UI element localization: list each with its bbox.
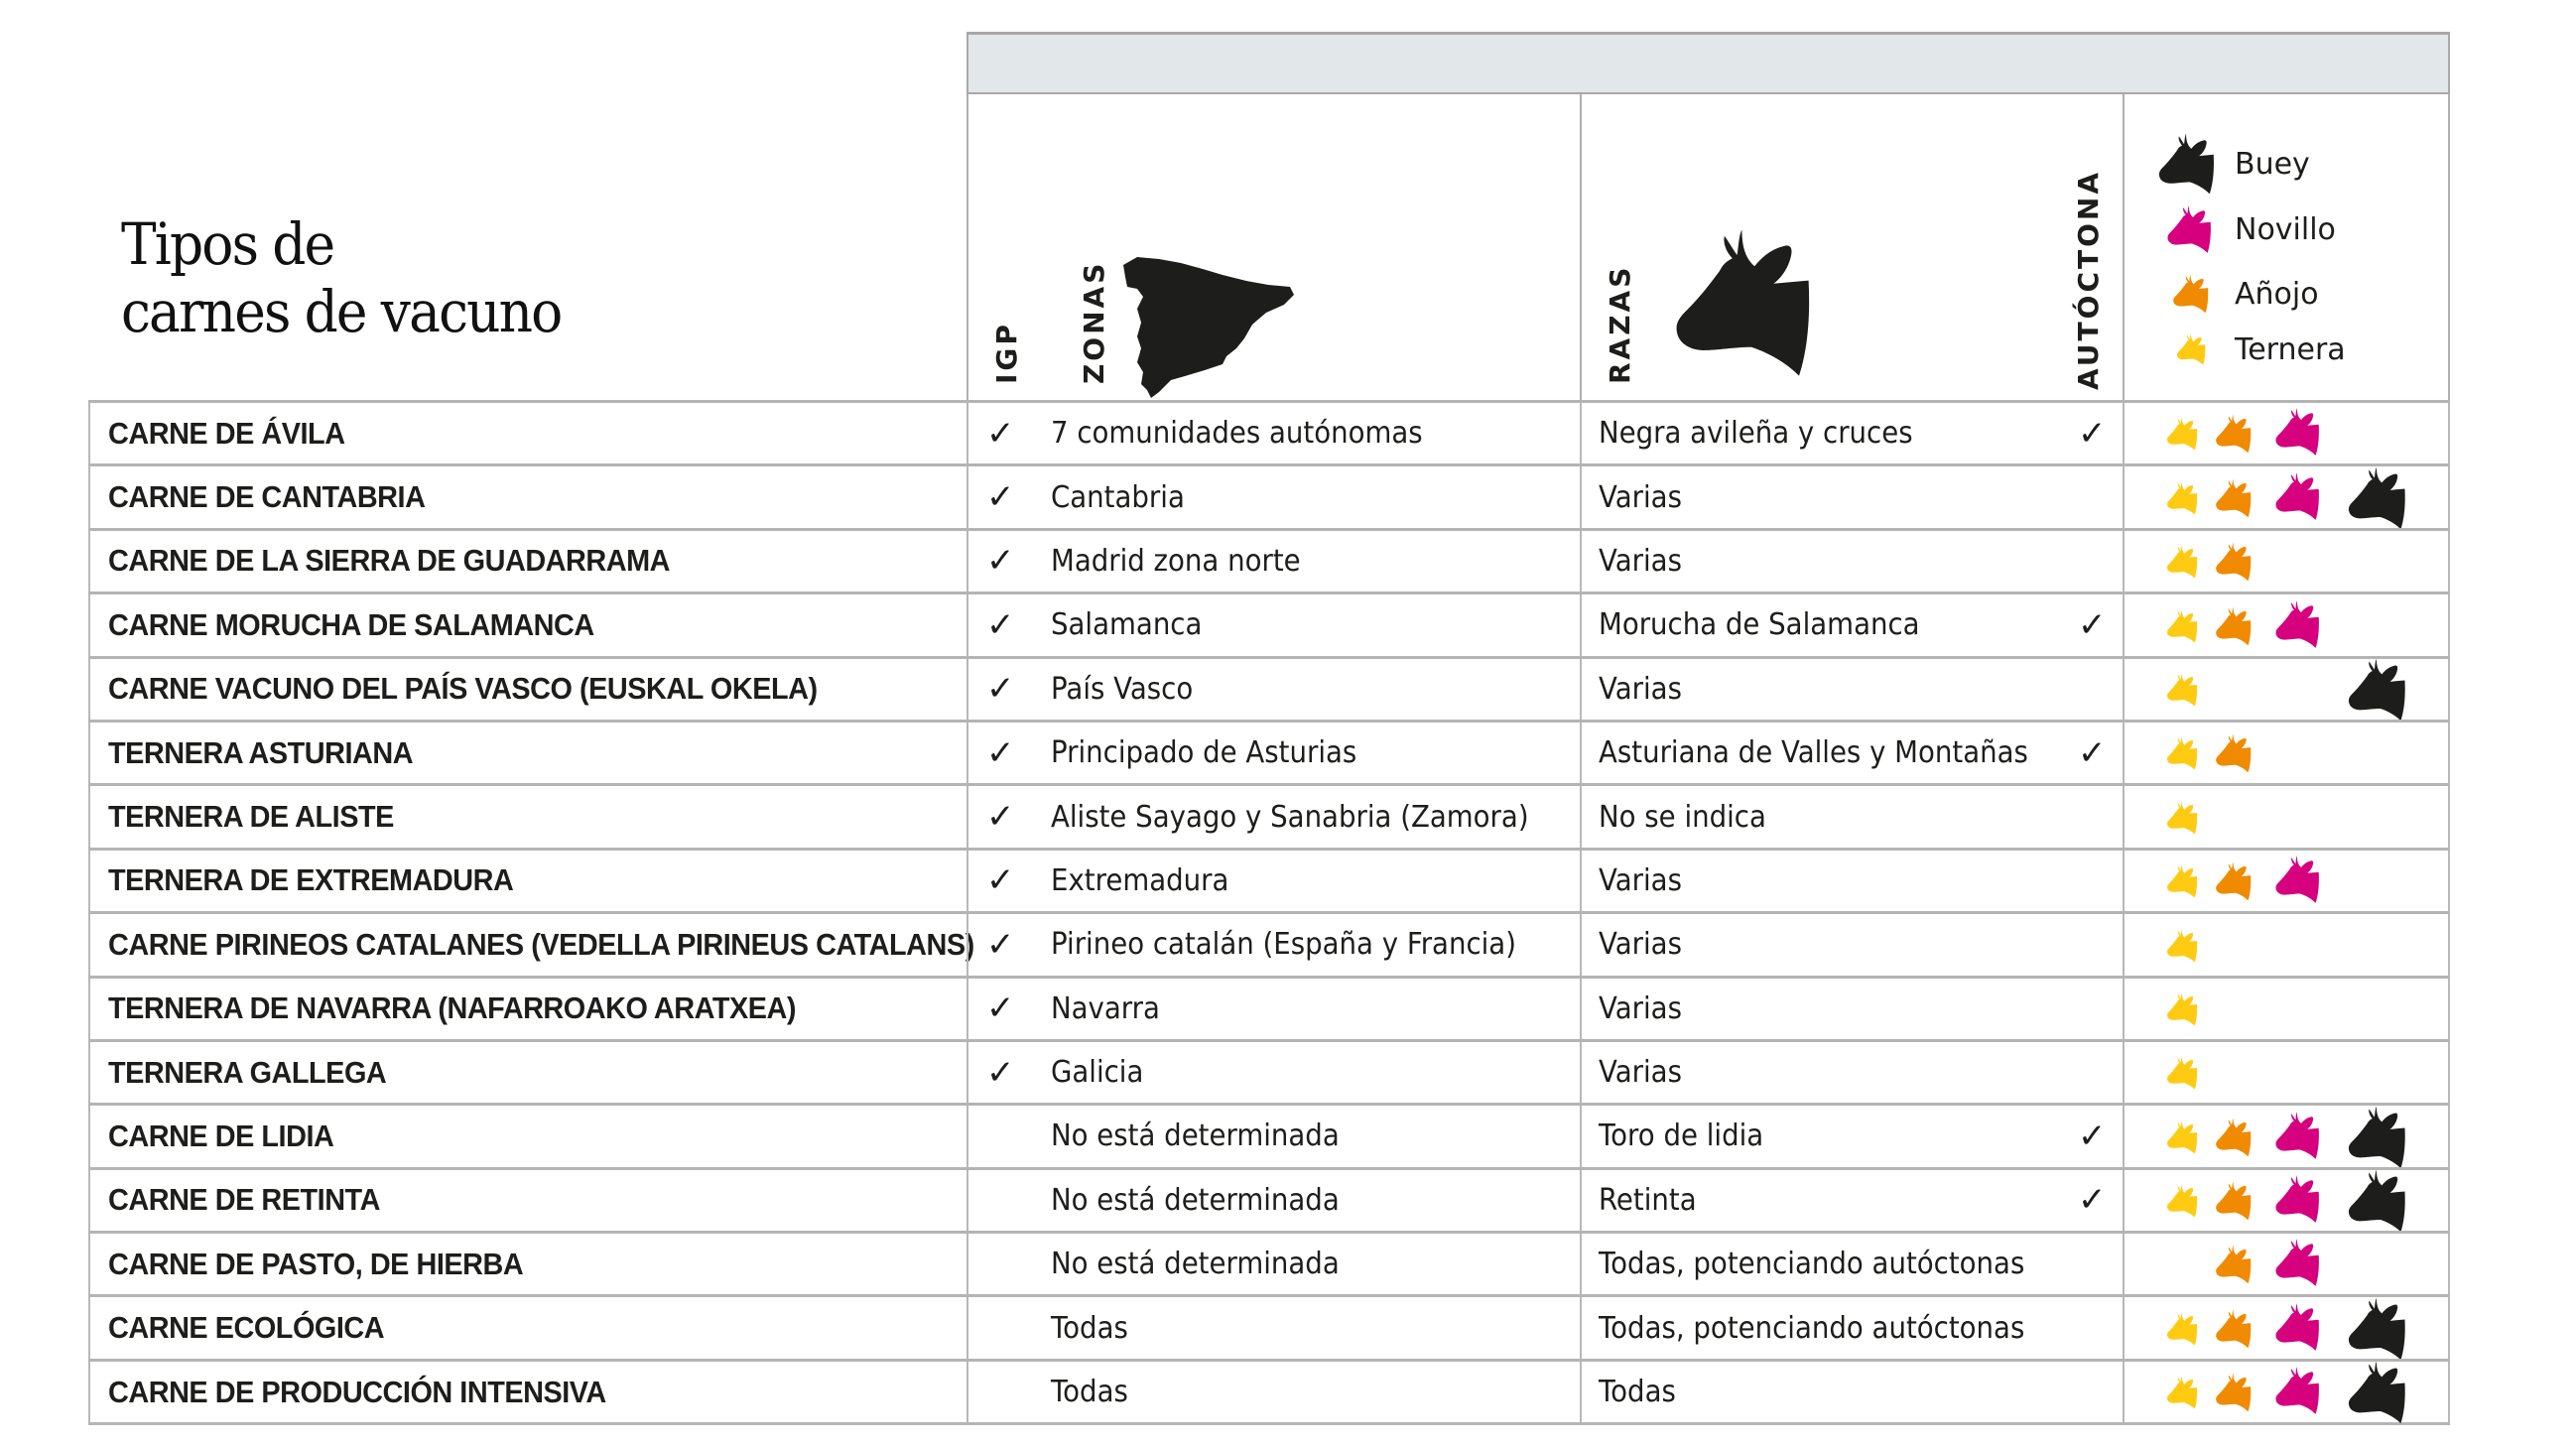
novillo-icon [2273,406,2327,458]
categories-cell [2123,1362,2450,1422]
raza-cell [1580,1234,2123,1294]
igp-check-icon: ✓ [986,541,1015,582]
raza-text: Todas [1599,1375,1676,1410]
header-razas-cell [1580,94,2123,401]
categories-cell [2123,914,2450,975]
title-line-1: Tipos de [121,210,334,278]
raza-text: Varias [1599,479,1682,515]
categories-cell [2123,1042,2450,1103]
zona-text: Madrid zona norte [1051,543,1301,579]
zona-cell [966,1170,1580,1231]
raza-cell [1580,723,2123,783]
raza-text: Toro de lidia [1599,1119,1764,1154]
zona-text: Pirineo catalán (España y Francia) [1051,927,1516,963]
title-line-2: carnes de vacuno [121,278,562,345]
legend-label-ternera: Ternera [2235,331,2346,367]
meat-type-cell [88,1170,966,1231]
raza-text: Varias [1599,671,1682,707]
zona-text: Navarra [1051,990,1160,1026]
table-row [88,783,2450,847]
zona-cell [966,786,1580,847]
autoctona-header-label: AUTÓCTONA [2072,169,2105,390]
autoctona-check-icon: ✓ [2078,604,2107,645]
buey-icon [2345,656,2416,724]
zona-text: Galicia [1051,1055,1144,1091]
igp-header-label: IGP [990,322,1023,384]
table-row [88,1039,2450,1103]
meat-type-cell [88,914,974,975]
meat-type-cell [88,1297,966,1358]
categories-cell [2123,594,2450,655]
novillo-icon [2273,854,2327,905]
categories-cell [2123,403,2450,463]
header-zonas-cell [966,94,1580,401]
zona-cell [966,403,1580,463]
ternera-icon [2166,1375,2202,1410]
meat-type-cell [88,1234,966,1294]
ternera-icon [2166,1120,2202,1155]
raza-cell [1580,1362,2123,1422]
raza-cell [1580,914,2123,975]
categories-cell [2123,531,2450,592]
autoctona-check-icon: ✓ [2078,1180,2107,1221]
raza-cell [1580,851,2123,911]
novillo-icon [2273,1173,2327,1225]
table-row [88,463,2450,527]
raza-text: Negra avileña y cruces [1599,416,1913,452]
zona-text: Todas [1051,1310,1128,1346]
novillo-icon [2273,470,2327,522]
zona-cell [966,1362,1580,1422]
zona-cell [966,851,1580,911]
raza-text: Varias [1599,990,1682,1026]
zona-cell [966,531,1580,592]
zona-text: 7 comunidades autónomas [1051,416,1423,452]
categories-cell [2123,1297,2450,1358]
ternera-icon [2166,672,2202,708]
table-row [88,592,2450,655]
legend-item-novillo [2155,203,2336,255]
meat-type-name: CARNE DE LA SIERRA DE GUADARRAMA [108,543,671,579]
categories-cell [2123,1234,2450,1294]
meat-type-cell [88,466,966,527]
novillo-icon [2273,1365,2327,1416]
legend-item-ternera [2155,331,2346,367]
ternera-icon [2166,928,2202,964]
zona-cell [966,914,1580,975]
meat-type-name: CARNE DE PASTO, DE HIERBA [108,1246,524,1281]
categories-cell [2123,723,2450,783]
zona-cell [966,1234,1580,1294]
buey-icon [2345,1359,2416,1426]
novillo-icon [2165,203,2219,255]
igp-check-icon: ✓ [986,604,1015,645]
table-row [88,656,2450,720]
anojo-icon [2214,1372,2257,1413]
meat-type-name: TERNERA DE NAVARRA (NAFARROAKO ARATXEA) [108,990,796,1026]
raza-cell [1580,594,2123,655]
igp-check-icon: ✓ [986,1052,1015,1093]
buey-icon [2155,131,2225,197]
raza-text: Morucha de Salamanca [1599,607,1920,643]
meat-type-cell [88,979,966,1039]
razas-header-label: RAZAS [1604,264,1636,384]
raza-cell [1580,531,2123,592]
zona-text: Principado de Asturias [1051,735,1357,771]
raza-text: Retinta [1599,1182,1697,1218]
ternera-icon [2166,1183,2202,1219]
meat-type-cell [88,659,966,720]
ternera-icon [2166,991,2202,1027]
categories-cell [2123,851,2450,911]
table-row [88,911,2450,975]
raza-cell [1580,979,2123,1039]
raza-cell [1580,1106,2123,1166]
meat-type-cell [88,1042,966,1103]
categories-cell [2123,1170,2450,1231]
anojo-icon [2214,1244,2257,1285]
zonas-header-label: ZONAS [1078,260,1110,384]
meat-type-cell [88,531,966,592]
zona-text: Cantabria [1051,479,1185,515]
anojo-icon [2214,1117,2257,1158]
table-row [88,1167,2450,1231]
table-row [88,1359,2450,1425]
buey-icon [2345,1167,2416,1235]
raza-text: Varias [1599,862,1682,898]
novillo-icon [2273,1301,2327,1353]
anojo-icon [2214,605,2257,647]
legend-item-buey [2155,131,2310,197]
anojo-icon [2214,1308,2257,1350]
zona-cell [966,979,1580,1039]
table-row [88,976,2450,1039]
page-title [121,210,561,345]
zona-text: Extremadura [1051,862,1229,898]
novillo-icon [2273,1237,2327,1288]
ternera-icon [2166,863,2202,899]
igp-check-icon: ✓ [986,477,1015,518]
meat-type-name: CARNE MORUCHA DE SALAMANCA [108,606,594,642]
igp-check-icon: ✓ [986,797,1015,838]
raza-cell [1580,786,2123,847]
ternera-icon [2166,1311,2202,1347]
meat-type-name: TERNERA ASTURIANA [108,734,414,770]
anojo-icon [2214,541,2257,583]
zona-cell [966,466,1580,527]
raza-cell [1580,1042,2123,1103]
table-row [88,528,2450,592]
categories-cell [2123,979,2450,1039]
autoctona-check-icon: ✓ [2078,732,2107,773]
anojo-icon [2214,413,2257,455]
novillo-icon [2273,598,2327,650]
meat-type-name: CARNE DE PRODUCCIÓN INTENSIVA [108,1374,606,1409]
table-row [88,720,2450,783]
anojo-icon [2214,860,2257,902]
meat-type-name: CARNE VACUNO DEL PAÍS VASCO (EUSKAL OKELA) [108,671,818,707]
meat-types-table [88,400,2450,1425]
meat-type-name: TERNERA GALLEGA [108,1054,387,1090]
zona-cell [966,1106,1580,1166]
autoctona-check-icon: ✓ [2078,413,2107,454]
ternera-icon [2166,544,2202,580]
ternera-icon [2166,416,2202,452]
zona-text: País Vasco [1051,671,1194,707]
meat-type-name: TERNERA DE ALISTE [108,799,394,835]
meat-type-cell [88,1362,966,1422]
categories-cell [2123,786,2450,847]
raza-text: Varias [1599,1055,1682,1091]
raza-text: Todas, potenciando autóctonas [1599,1310,2025,1346]
meat-type-name: CARNE PIRINEOS CATALANES (VEDELLA PIRINEUS CATALANS) [108,926,974,962]
igp-check-icon: ✓ [986,669,1015,710]
zona-cell [966,1042,1580,1103]
cow-head-icon [1667,223,1836,382]
zona-cell [966,594,1580,655]
igp-check-icon: ✓ [986,413,1015,454]
ternera-icon [2166,735,2202,771]
meat-type-name: CARNE DE CANTABRIA [108,479,426,515]
raza-text: Varias [1599,543,1682,579]
anojo-icon [2214,1180,2257,1222]
meat-type-name: CARNE DE LIDIA [108,1118,334,1153]
meat-type-name: TERNERA DE EXTREMADURA [108,862,514,898]
meat-type-cell [88,594,966,655]
novillo-icon [2273,1110,2327,1161]
meat-type-cell [88,786,966,847]
meat-type-cell [88,403,966,463]
zona-cell [966,1297,1580,1358]
categories-cell [2123,1106,2450,1166]
ternera-icon [2166,608,2202,644]
zona-text: Todas [1051,1375,1128,1410]
table-row [88,400,2450,463]
categories-cell [2123,659,2450,720]
autoctona-check-icon: ✓ [2078,1116,2107,1156]
meat-type-name: CARNE DE ÁVILA [108,415,345,451]
anojo-icon [2214,477,2257,519]
zona-cell [966,659,1580,720]
zona-text: No está determinada [1051,1247,1340,1282]
zona-text: No está determinada [1051,1182,1340,1218]
raza-cell [1580,659,2123,720]
raza-cell [1580,1170,2123,1231]
categories-cell [2123,466,2450,527]
table-row [88,848,2450,911]
ternera-icon [2166,800,2202,836]
ternera-icon [2166,480,2202,516]
buey-icon [2345,1104,2416,1171]
meat-type-cell [88,1106,966,1166]
legend-label-anojo: Añojo [2235,276,2319,312]
raza-text: Todas, potenciando autóctonas [1599,1247,2025,1282]
table-row [88,1294,2450,1358]
raza-text: Varias [1599,927,1682,963]
zona-text: No está determinada [1051,1119,1340,1154]
legend-label-buey: Buey [2235,146,2310,182]
ternera-icon [2166,1055,2202,1091]
table-row [88,1103,2450,1166]
meat-type-name: CARNE DE RETINTA [108,1182,380,1218]
meat-type-cell [88,723,966,783]
table-row [88,1231,2450,1294]
raza-cell [1580,1297,2123,1358]
anojo-icon [2171,273,2215,315]
raza-cell [1580,403,2123,463]
spain-map-icon [1119,253,1296,400]
buey-icon [2345,464,2416,532]
zona-cell [966,723,1580,783]
ternera-icon [2175,332,2211,366]
meat-type-cell [88,851,966,911]
buey-icon [2345,1295,2416,1363]
legend-label-novillo: Novillo [2235,211,2336,247]
igp-check-icon: ✓ [986,732,1015,773]
raza-text: Asturiana de Valles y Montañas [1599,735,2028,771]
header-band [966,32,2450,94]
zona-text: Salamanca [1051,607,1203,643]
meat-type-name: CARNE ECOLÓGICA [108,1310,385,1346]
igp-check-icon: ✓ [986,988,1015,1029]
igp-check-icon: ✓ [986,860,1015,901]
zona-text: Aliste Sayago y Sanabria (Zamora) [1051,799,1529,835]
raza-text: No se indica [1599,799,1766,835]
igp-check-icon: ✓ [986,924,1015,965]
legend-item-anojo [2155,273,2319,315]
anojo-icon [2214,732,2257,774]
raza-cell [1580,466,2123,527]
